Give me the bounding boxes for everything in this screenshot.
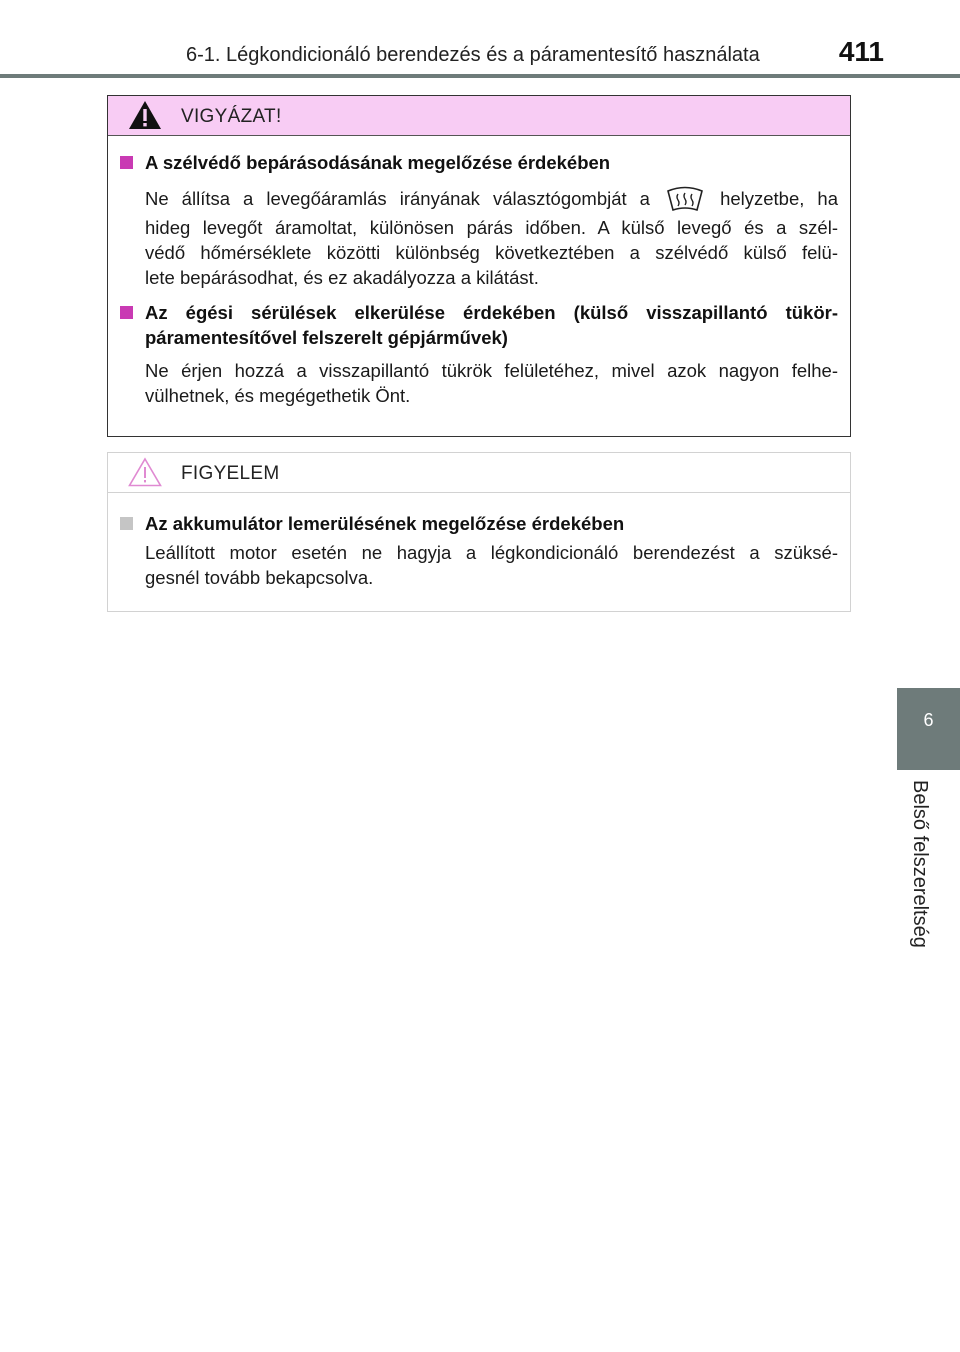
section-paragraph bbox=[120, 185, 838, 290]
page-number: 411 bbox=[838, 36, 884, 67]
section-heading-line: páramentesítővel felszerelt gépjárművek) bbox=[145, 327, 508, 348]
section-heading-text: A szélvédő bepárásodásának megelőzése érdekében bbox=[145, 152, 611, 173]
square-bullet-icon bbox=[120, 517, 133, 530]
caution-triangle-outline-icon bbox=[128, 457, 162, 487]
windshield-defroster-icon bbox=[665, 185, 705, 215]
section-heading bbox=[120, 511, 838, 536]
caution-box-label: FIGYELEM bbox=[181, 463, 280, 484]
chapter-tab-number: 6 bbox=[923, 710, 934, 730]
section-paragraph bbox=[120, 540, 838, 590]
paragraph-line: hideg levegőt áramoltat, különösen párás időben. A külső levegő és a szél- bbox=[145, 217, 838, 238]
chapter-tab bbox=[897, 688, 960, 770]
warning-box bbox=[107, 95, 851, 437]
caution-box-header bbox=[108, 453, 850, 493]
section-heading bbox=[120, 300, 838, 350]
warning-box-content bbox=[108, 136, 850, 408]
section-heading-line: Az égési sérülések elkerülése érdekében (külső visszapillantó tükör- bbox=[145, 302, 838, 323]
paragraph-line-with-icon bbox=[145, 185, 838, 215]
page-header-title: 6-1. Légkondicionáló berendezés és a páramentesítő használata bbox=[186, 44, 760, 66]
section-paragraph bbox=[120, 358, 838, 408]
square-bullet-icon bbox=[120, 306, 133, 319]
warning-box-header bbox=[108, 96, 850, 136]
chapter-tab-label bbox=[897, 780, 931, 980]
warning-triangle-icon bbox=[128, 100, 162, 130]
paragraph-line: vülhetnek, és megégethetik Önt. bbox=[145, 385, 411, 406]
paragraph-line: gesnél tovább bekapcsolva. bbox=[145, 567, 374, 588]
section-heading-text: Az akkumulátor lemerülésének megelőzése érdekében bbox=[145, 513, 625, 534]
paragraph-line: védő hőmérséklete közötti különbség következtében a szélvédő külső felü- bbox=[145, 242, 838, 263]
paragraph-line: lete bepárásodhat, és ez akadályozza a kilátást. bbox=[145, 267, 539, 288]
square-bullet-icon bbox=[120, 156, 133, 169]
chapter-tab-label-text: Belső felszereltség bbox=[909, 780, 931, 948]
paragraph-text: helyzetbe, ha bbox=[720, 187, 839, 209]
paragraph-text: Ne állítsa a levegőáramlás irányának választógombját a bbox=[145, 187, 650, 209]
caution-box-content bbox=[108, 493, 850, 590]
caution-box bbox=[107, 452, 851, 612]
header-divider bbox=[0, 74, 960, 78]
warning-box-label: VIGYÁZAT! bbox=[181, 106, 282, 127]
paragraph-line: Ne érjen hozzá a visszapillantó tükrök felületéhez, mivel azok nagyon felhe- bbox=[145, 360, 838, 381]
section-heading bbox=[120, 150, 838, 175]
paragraph-line: Leállított motor esetén ne hagyja a légkondicionáló berendezést a szüksé- bbox=[145, 542, 838, 563]
